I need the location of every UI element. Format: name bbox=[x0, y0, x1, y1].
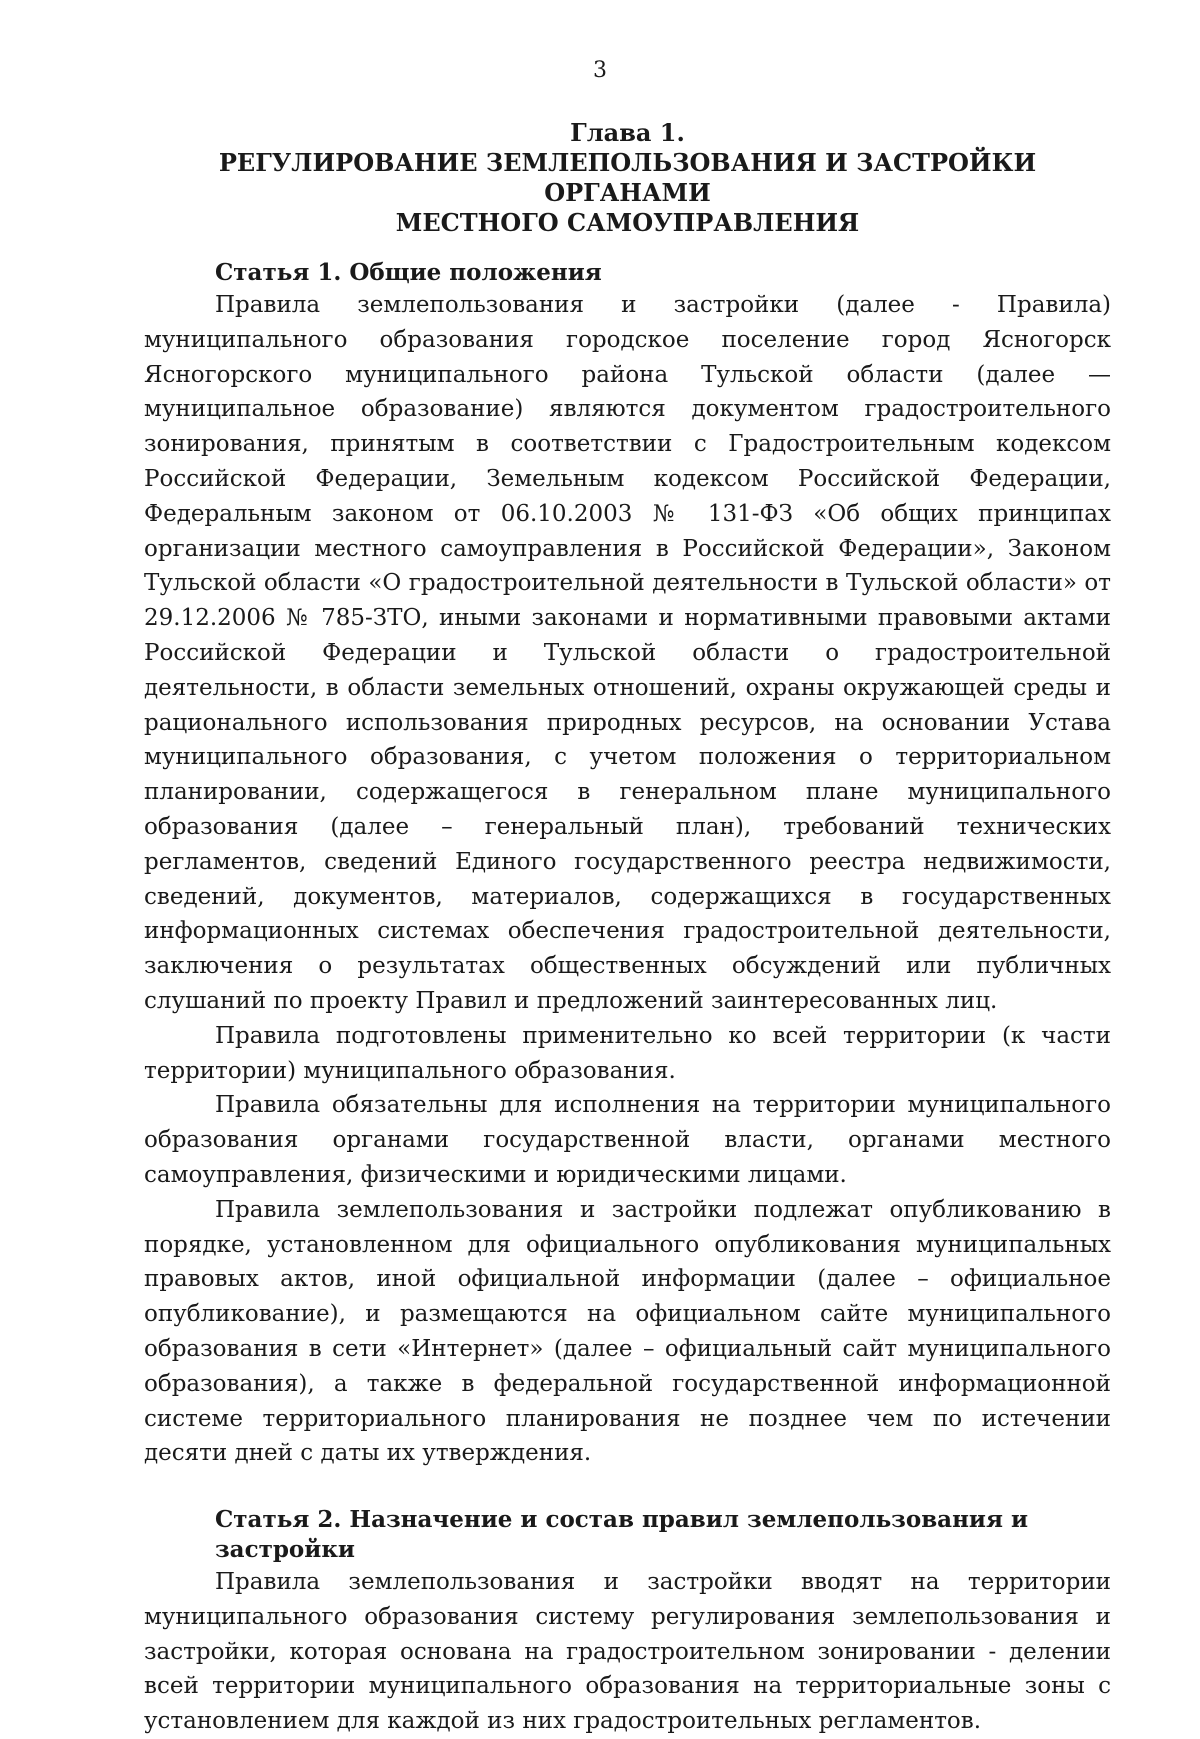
chapter-title-line-1: РЕГУЛИРОВАНИЕ ЗЕМЛЕПОЛЬЗОВАНИЯ И ЗАСТРОЙКИ ОРГАНАМИ bbox=[218, 148, 1037, 207]
page-number: 3 bbox=[593, 58, 607, 83]
chapter-label: Глава 1. bbox=[570, 118, 685, 147]
chapter-title-line-2: МЕСТНОГО САМОУПРАВЛЕНИЯ bbox=[395, 208, 860, 237]
article-1-paragraph-4: Правила землепользования и застройки подлежат опубликованию в порядке, установленном для официального опубликования муниципальных правовых актов, иной официальной информации (далее – официальное опубликование), и размещаются на официальном сайте муниципального образования в сети «Интернет» (далее – официальный сайт муниципального образования), а также в федеральной государственной информационной системе территориального планирования не позднее чем по истечении десяти дней с даты их утверждения. bbox=[144, 1196, 1111, 1467]
article-2-heading: Статья 2. Назначение и состав правил землепользования и застройки bbox=[215, 1506, 1029, 1564]
page-content bbox=[144, 118, 1111, 1739]
article-1-paragraph-3: Правила обязательны для исполнения на территории муниципального образования органами государственной власти, органами местного самоуправления, физическими и юридическими лицами. bbox=[144, 1092, 1111, 1188]
article-2-paragraph-1: Правила землепользования и застройки вводят на территории муниципального образования систему регулирования землепользования и застройки, которая основана на градостроительном зонировании - делении всей территории муниципального образования на территориальные зоны с установлением для каждой из них градостроительных регламентов. bbox=[144, 1569, 1111, 1735]
article-1-paragraph-2: Правила подготовлены применительно ко всей территории (к части территории) муниципального образования. bbox=[144, 1022, 1111, 1084]
article-1-paragraph-1: Правила землепользования и застройки (далее - Правила) муниципального образования городское поселение город Ясногорск Ясногорского муниципального района Тульской области (далее — муниципальное образование) являются документом градостроительного зонирования, принятым в соответствии с Градостроительным кодексом Российской Федерации, Земельным кодексом Российской Федерации, Федеральным законом от 06.10.2003 № 131-ФЗ «Об общих принципах организации местного самоуправления в Российской Федерации», Законом Тульской области «О градостроительной деятельности в Тульской области» от 29.12.2006 № 785-ЗТО, иными законами и нормативными правовыми актами Российской Федерации и Тульской области о градостроительной деятельности, в области земельных отношений, охраны окружающей среды и рационального использования природных ресурсов, на основании Устава муниципального образования, с учетом положения о территориальном планировании, содержащегося в генеральном плане муниципального образования (далее – генеральный план), требований технических регламентов, сведений Единого государственного реестра недвижимости, сведений, документов, материалов, содержащихся в государственных информационных системах обеспечения градостроительной деятельности, заключения о результатах общественных обсуждений или публичных слушаний по проекту Правил и предложений заинтересованных лиц. bbox=[144, 292, 1111, 1014]
article-1-heading: Статья 1. Общие положения bbox=[215, 259, 602, 286]
